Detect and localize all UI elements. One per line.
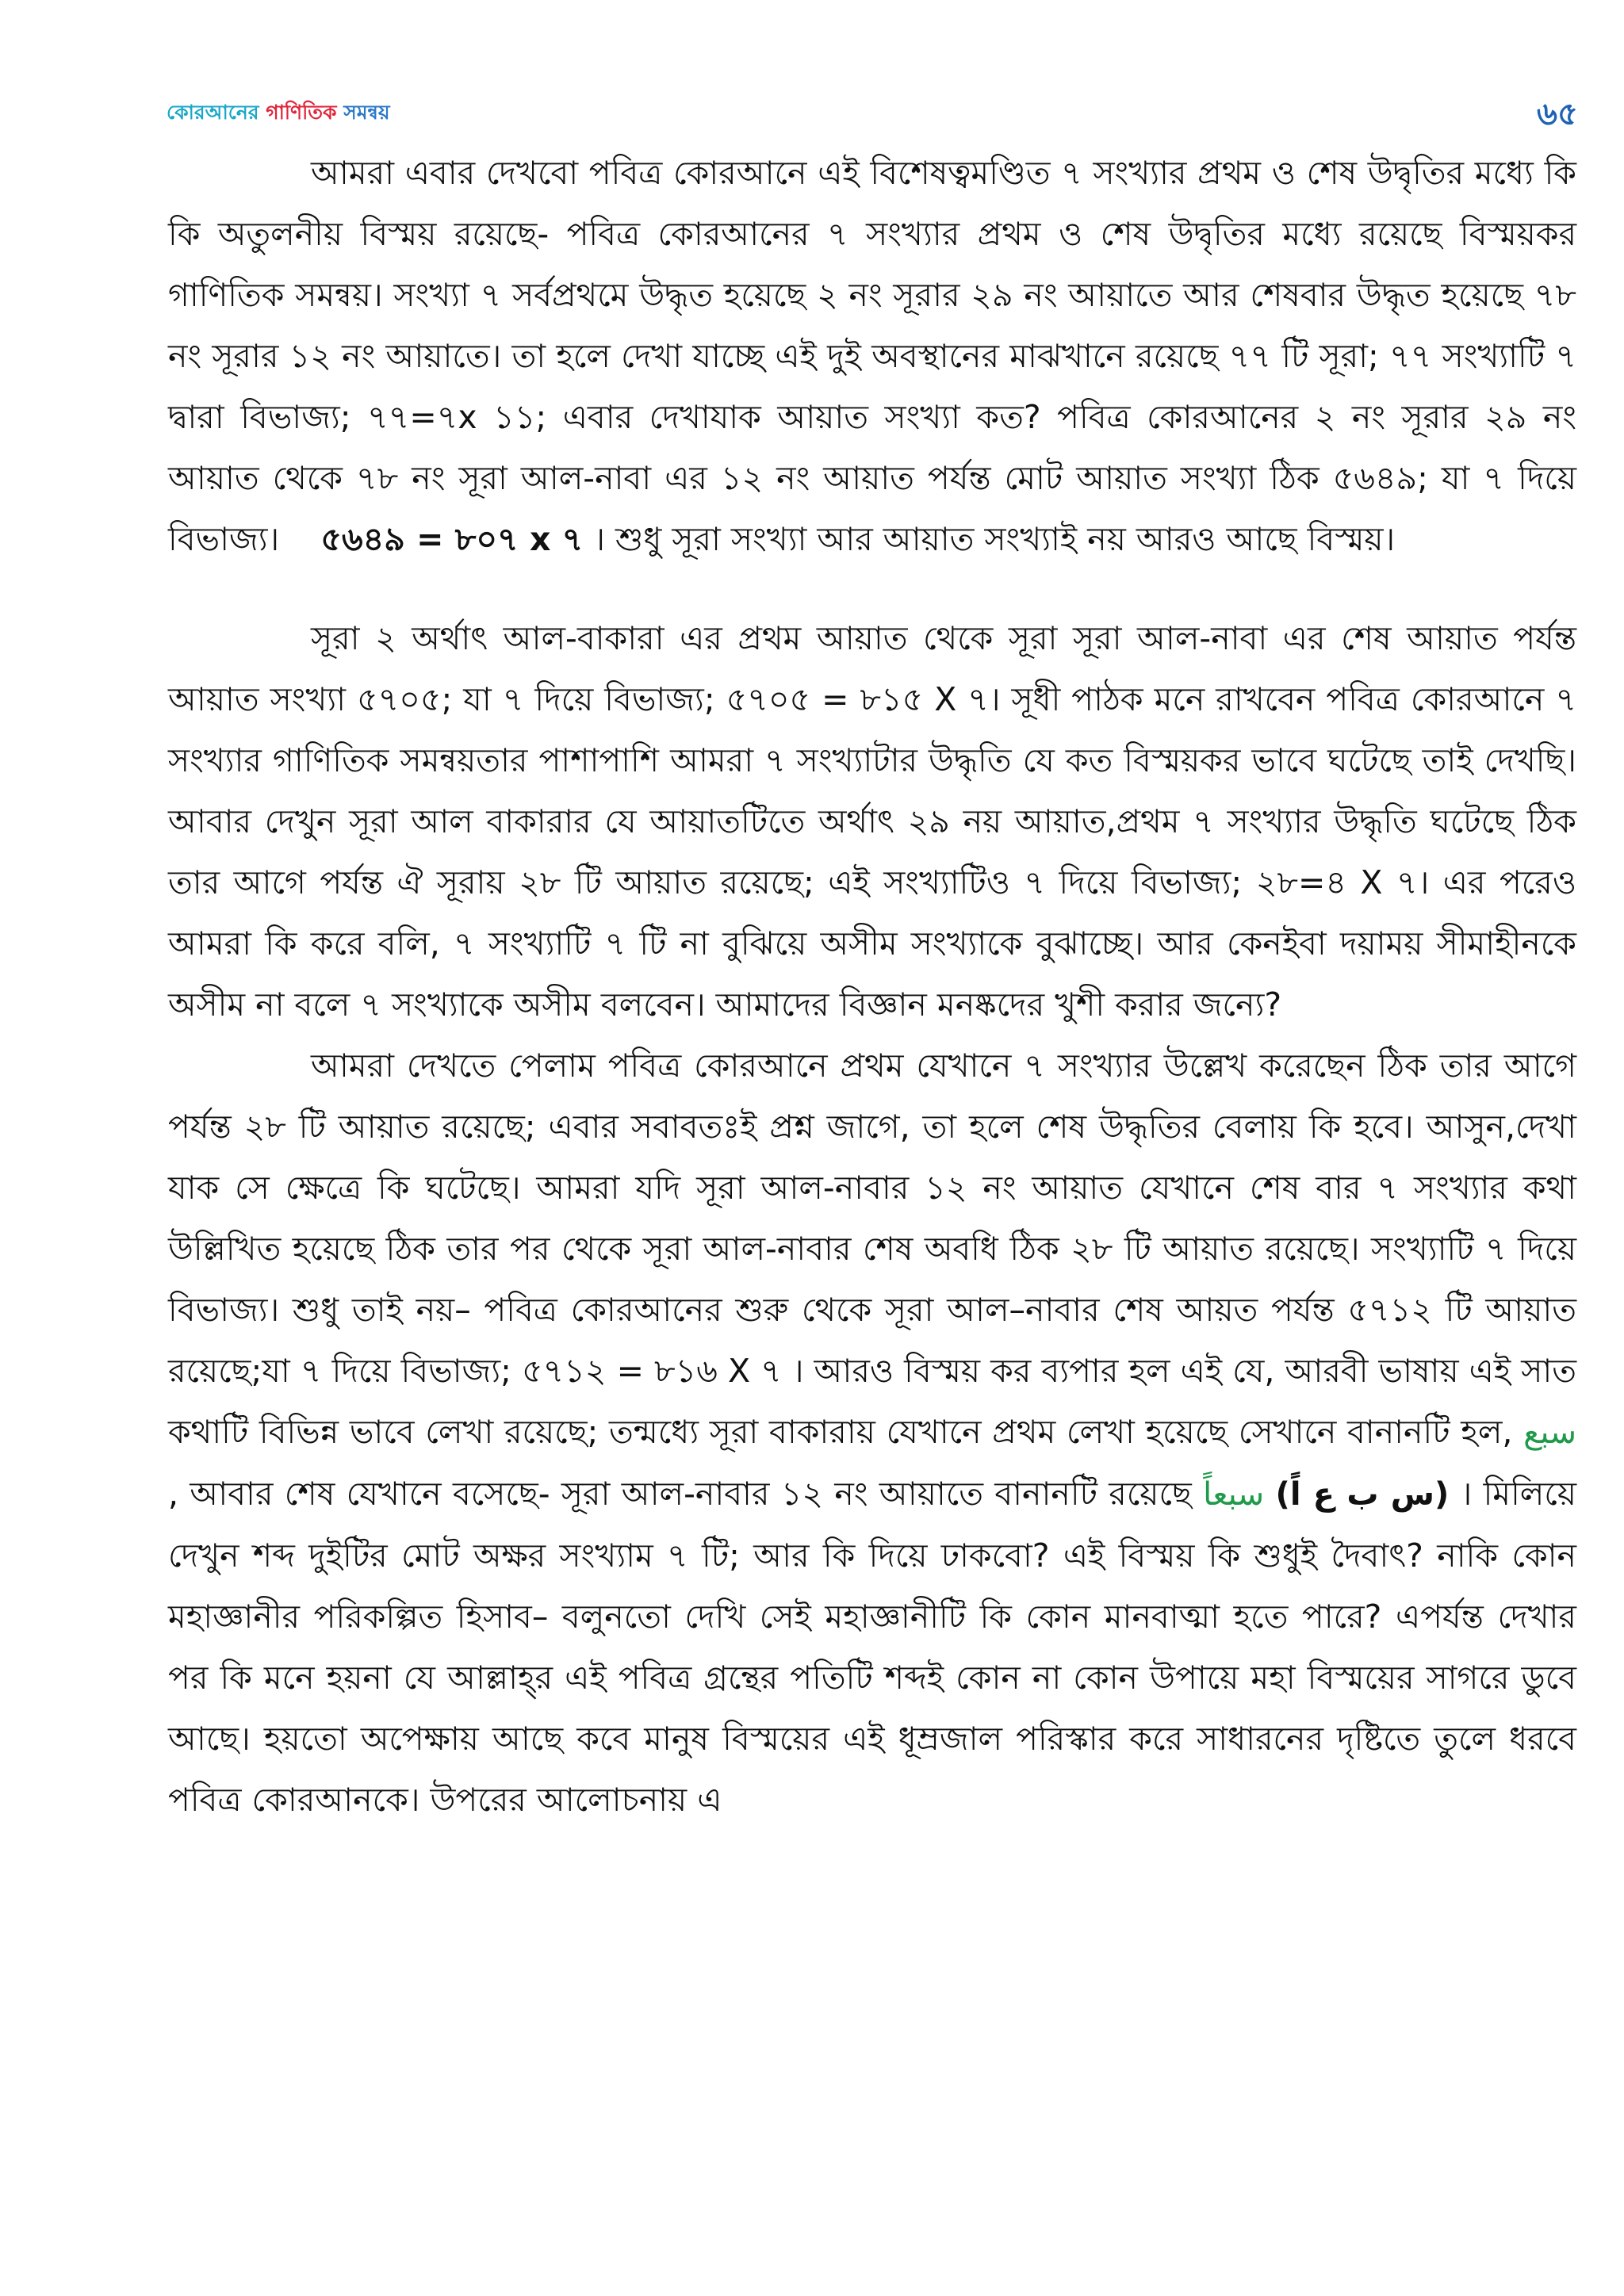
paragraph-2 <box>168 608 1576 1035</box>
running-title <box>167 97 390 131</box>
paragraph-3-text-3: । মিলিয়ে দেখুন শব্দ দুইটির মোট অক্ষর সংখ্যাম ৭ টি; আর কি দিয়ে ঢাকবো? এই বিস্ময় কি শুধুই দৈবাৎ? নাকি কোন মহাজ্ঞানীর পরিকল্পিত হিসাব– বলুনতো দেখি সেই মহাজ্ঞানীটি কি কোন মানবাত্মা হতে পারে? এপর্যন্ত দেখার পর কি মনে হয়না যে আল্লাহ্‌র এই পবিত্র গ্রন্থের পতিটি শব্দই কোন না কোন উপায়ে মহা বিস্ময়ের সাগরে ডুবে আছে। হয়তো অপেক্ষায় আছে কবে মানুষ বিস্ময়ের এই ধূম্রজাল পরিস্কার করে সাধারনের দৃষ্টিতে তুলে ধরবে পবিত্র কোরআনকে। উপরের আলোচনায় এ <box>168 1475 1576 1819</box>
running-title-part-3: সমন্বয় <box>343 101 390 124</box>
running-title-part-2: গাণিতিক <box>266 101 344 124</box>
equation-5649: ৫৬৪৯ = ৮০৭ x ৭ <box>320 520 584 558</box>
page-number: ৬৫ <box>1537 96 1578 132</box>
page-header <box>167 89 1578 136</box>
paragraph-1 <box>168 143 1576 570</box>
arabic-word-saban: سبعاً <box>1203 1476 1265 1513</box>
paragraph-3-text-2: , আবার শেষ যেখানে বসেছে- সূরা আল-নাবার ১২ নং আয়াতে বানানটি রয়েছে <box>168 1475 1204 1513</box>
running-title-part-1: কোরআনের <box>167 101 266 124</box>
paragraph-3-text-1: আমরা দেখতে পেলাম পবিত্র কোরআনে প্রথম যেখানে ৭ সংখ্যার উল্লেখ করেছেন ঠিক তার আগে পর্যন্ত ২৮ টি আয়াত রয়েছে; এবার সবাবতঃই প্রশ্ন জাগে, তা হলে শেষ উদ্ধৃতির বেলায় কি হবে। আসুন,দেখা যাক সে ক্ষেত্রে কি ঘটেছে। আমরা যদি সূরা আল-নাবার ১২ নং আয়াত যেখানে শেষ বার ৭ সংখ্যার কথা উল্লিখিত হয়েছে ঠিক তার পর থেকে সূরা আল-নাবার শেষ অবধি ঠিক ২৮ টি আয়াত রয়েছে। সংখ্যাটি ৭ দিয়ে বিভাজ্য। শুধু তাই নয়– পবিত্র কোরআনের শুরু থেকে সূরা আল–নাবার শেষ আয়ত পর্যন্ত ৫৭১২ টি আয়াত রয়েছে;যা ৭ দিয়ে বিভাজ্য; ৫৭১২ = ৮১৬ X ৭ । আরও বিস্ময় কর ব্যপার হল এই যে, আরবী ভাষায় এই সাত কথাটি বিভিন্ন ভাবে লেখা রয়েছে; তন্মধ্যে সূরা বাকারায় যেখানে প্রথম লেখা হয়েছে সেখানে বানানটি হল, <box>168 1047 1576 1451</box>
paragraph-1-text-2: । শুধু সূরা সংখ্যা আর আয়াত সংখ্যাই নয় আরও আছে বিস্ময়। <box>583 520 1396 558</box>
paragraph-3 <box>168 1035 1576 1831</box>
paragraph-2-text: সূরা ২ অর্থাৎ আল-বাকারা এর প্রথম আয়াত থেকে সূরা সূরা আল-নাবা এর শেষ আয়াত পর্যন্ত আয়াত সংখ্যা ৫৭০৫; যা ৭ দিয়ে বিভাজ্য; ৫৭০৫ = ৮১৫ X ৭। সূধী পাঠক মনে রাখবেন পবিত্র কোরআনে ৭ সংখ্যার গাণিতিক সমন্বয়তার পাশাপাশি আমরা ৭ সংখ্যাটার উদ্ধৃতি যে কত বিস্ময়কর ভাবে ঘটেছে তাই দেখছি। আবার দেখুন সূরা আল বাকারার যে আয়াতটিতে অর্থাৎ ২৯ নয় আয়াত,প্রথম ৭ সংখ্যার উদ্ধৃতি ঘটেছে ঠিক তার আগে পর্যন্ত ঐ সূরায় ২৮ টি আয়াত রয়েছে; এই সংখ্যাটিও ৭ দিয়ে বিভাজ্য; ২৮=৪ X ৭। এর পরেও আমরা কি করে বলি, ৭ সংখ্যাটি ৭ টি না বুঝিয়ে অসীম সংখ্যাকে বুঝাচ্ছে। আর কেনইবা দয়াময় সীমাহীনকে অসীম না বলে ৭ সংখ্যাকে অসীম বলবেন। আমাদের বিজ্ঞান মনষ্কদের খুশী করার জন্যে? <box>168 619 1576 1024</box>
arabic-letters: (س ب ع اً) <box>1275 1476 1450 1513</box>
paragraph-1-text-1: আমরা এবার দেখবো পবিত্র কোরআনে এই বিশেষত্বমণ্ডিত ৭ সংখ্যার প্রথম ও শেষ উদ্বৃতির মধ্যে কি কি অতুলনীয় বিস্ময় রয়েছে- পবিত্র কোরআনের ৭ সংখ্যার প্রথম ও শেষ উদ্বৃতির মধ্যে রয়েছে বিস্ময়কর গাণিতিক সমন্বয়। সংখ্যা ৭ সর্বপ্রথমে উদ্ধৃত হয়েছে ২ নং সূরার ২৯ নং আয়াতে আর শেষবার উদ্ধৃত হয়েছে ৭৮ নং সূরার ১২ নং আয়াতে। তা হলে দেখা যাচ্ছে এই দুই অবস্থানের মাঝখানে রয়েছে ৭৭ টি সূরা; ৭৭ সংখ্যাটি ৭ দ্বারা বিভাজ্য; ৭৭=৭x ১১; এবার দেখাযাক আয়াত সংখ্যা কত? পবিত্র কোরআনের ২ নং সূরার ২৯ নং আয়াত থেকে ৭৮ নং সূরা আল-নাবা এর ১২ নং আয়াত পর্যন্ত মোট আয়াত সংখ্যা ঠিক ৫৬৪৯; যা ৭ দিয়ে বিভাজ্য। <box>168 154 1576 558</box>
arabic-word-saba: سبع <box>1523 1414 1576 1451</box>
body-text <box>168 143 1576 1831</box>
